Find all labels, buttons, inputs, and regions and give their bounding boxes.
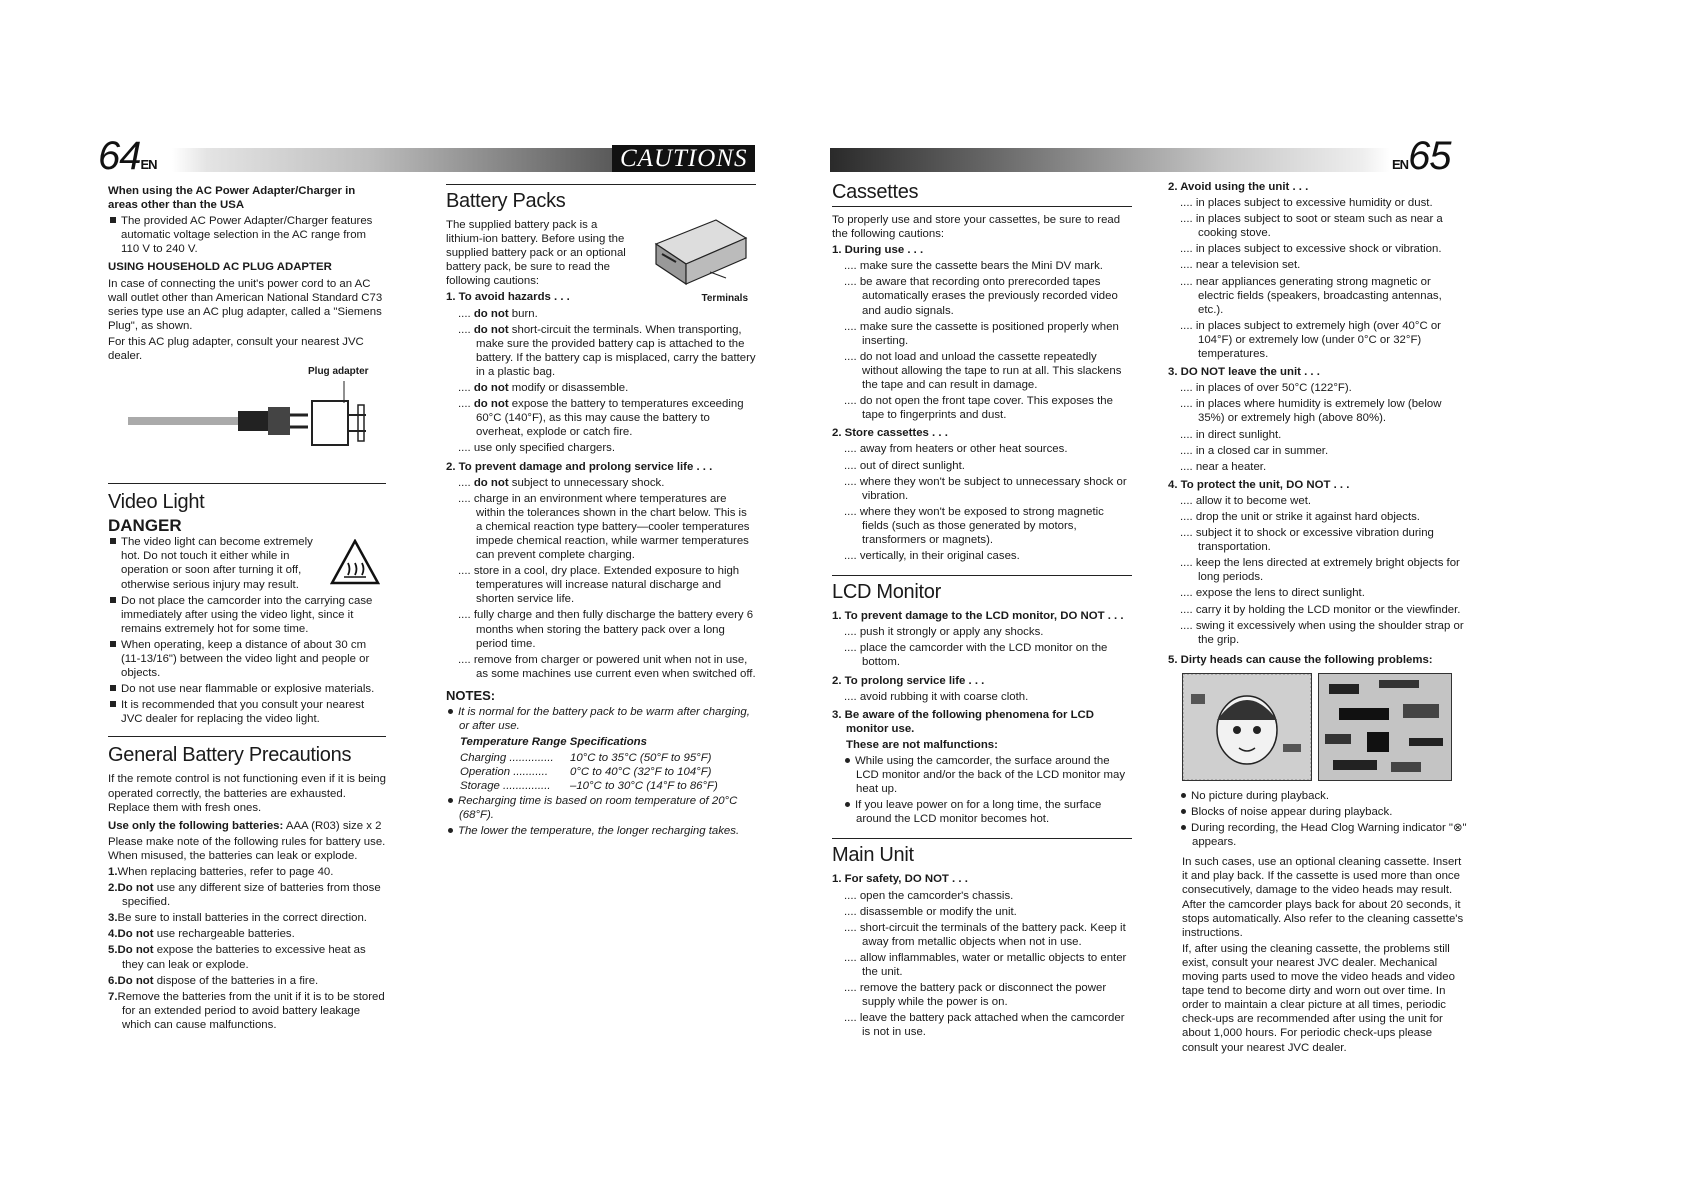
item-text: open the camcorder's chassis. xyxy=(859,889,1014,902)
bp-item: .... remove from charger or powered unit when not in use, as some machines use current even when switched off. xyxy=(458,653,756,680)
item-text: in places subject to soot or steam such as near a cooking stove. xyxy=(1195,213,1443,240)
plug-adapter-heading: USING HOUSEHOLD AC PLUG ADAPTER xyxy=(108,261,332,274)
item-text: avoid rubbing it with coarse cloth. xyxy=(859,690,1029,703)
bp-item: .... store in a cool, dry place. Extended exposure to high temperatures will increase natural discharge and shorten service life. xyxy=(458,565,740,606)
square-bullet-icon xyxy=(110,538,116,544)
item-text: in direct sunlight. xyxy=(1195,428,1282,441)
item-text: out of direct sunlight. xyxy=(859,459,965,472)
rule-number: 5. xyxy=(108,944,118,957)
video-light-bullet xyxy=(108,698,386,726)
mu-item: .... in a closed car in summer. xyxy=(1180,444,1329,457)
cassette-item: .... vertically, in their original cases. xyxy=(844,550,1020,563)
square-bullet-icon xyxy=(110,641,116,647)
lcd-item: .... avoid rubbing it with coarse cloth. xyxy=(844,690,1029,703)
page-number-value: 65 xyxy=(1408,134,1451,178)
item-text: in places subject to extremely high (over 40°C or 104°F) or extremely low (under 0°C or 32°F) temperatures. xyxy=(1195,319,1441,361)
plug-adapter-text: In case of connecting the unit's power cord to an AC wall outlet other than American National Standard C73 series type use an AC plug adapter, called a "Siemens Plug", as shown. xyxy=(108,277,383,332)
bp-item: .... do not expose the battery to temperatures exceeding 60°C (140°F), as this may cause the battery to overheat, explode or catch fire. xyxy=(458,398,744,439)
square-bullet-icon xyxy=(110,597,116,603)
rule-number: 6. xyxy=(108,974,118,987)
rule-number: 3. xyxy=(108,912,118,925)
left-page xyxy=(0,0,800,1190)
lcd-s3-heading: 3. Be aware of the following phenomena for LCD monitor use. xyxy=(832,708,1095,735)
item-text: near a heater. xyxy=(1195,460,1267,473)
cassettes-s1-heading: 1. During use . . . xyxy=(832,244,924,257)
mu-item: .... in places subject to extremely high (over 40°C or 104°F) or extremely low (under 0°C or 32°F) temperatures. xyxy=(1180,319,1441,361)
battery-rule xyxy=(108,865,386,879)
notes-heading: NOTES: xyxy=(446,687,496,703)
item-text: allow inflammables, water or metallic objects to enter the unit. xyxy=(859,951,1127,979)
item-text: in places where humidity is extremely low (below 35%) or extremely high (above 80%). xyxy=(1195,398,1442,425)
mu-item: .... keep the lens directed at extremely bright objects for long periods. xyxy=(1180,557,1460,584)
mu-item: .... near a heater. xyxy=(1180,460,1267,473)
video-light-bullet xyxy=(108,594,386,636)
bp-item: .... do not subject to unnecessary shock. xyxy=(458,476,665,489)
hot-warning-icon xyxy=(330,539,380,585)
bullet-dot-icon xyxy=(448,709,453,714)
note-1 xyxy=(446,705,756,733)
item-bold: do not xyxy=(473,307,509,320)
item-text: allow it to become wet. xyxy=(1195,494,1312,507)
plug-adapter-text-2: For this AC plug adapter, consult your nearest JVC dealer. xyxy=(108,335,364,363)
dirty-heads-figures xyxy=(1182,673,1468,785)
mu-item: .... disassemble or modify the unit. xyxy=(844,905,1017,918)
mu-item: .... drop the unit or strike it against hard objects. xyxy=(1180,510,1420,523)
mu-s4-heading: 4. To protect the unit, DO NOT . . . xyxy=(1168,478,1350,491)
left-column-1 xyxy=(108,184,386,1034)
item-bold: do not xyxy=(473,382,509,395)
item-text: swing it excessively when using the shoulder strap or the grip. xyxy=(1195,619,1464,646)
main-unit-title: Main Unit xyxy=(832,844,914,867)
spec-value: 0°C to 40°C (32°F to 104°F) xyxy=(570,766,712,779)
item-text: expose the lens to direct sunlight. xyxy=(1195,587,1365,600)
rule-text: use any different size of batteries from those specified. xyxy=(122,882,381,909)
spec-value: –10°C to 30°C (14°F to 86°F) xyxy=(570,780,718,793)
item-text: short-circuit the terminals. When transporting, make sure the provided battery cap is attached to the battery. If the battery cap is misplaced, carry the battery in a plastic bag. xyxy=(476,323,756,378)
ac-adapter-heading: When using the AC Power Adapter/Charger in areas other than the USA xyxy=(108,185,356,212)
cassette-item: .... do not open the front tape cover. This exposes the tape to fingerprints and dust. xyxy=(844,395,1113,422)
rule-text: Be sure to install batteries in the correct direction. xyxy=(117,912,367,925)
rule-number: 1. xyxy=(108,866,118,878)
mu-item: .... subject it to shock or excessive vibration during transportation. xyxy=(1180,527,1434,554)
cassettes-intro: To properly use and store your cassettes, be sure to read the following cautions: xyxy=(832,214,1121,241)
battery-rule xyxy=(108,927,386,941)
item-text: where they won't be subject to unnecessary shock or vibration. xyxy=(859,475,1127,502)
mu-item: .... allow inflammables, water or metallic objects to enter the unit. xyxy=(844,951,1127,979)
bp-item: .... use only specified chargers. xyxy=(458,442,616,455)
page-number-left xyxy=(98,134,157,179)
lcd-item: .... push it strongly or apply any shocks. xyxy=(844,626,1044,639)
bp-item: .... fully charge and then fully discharge the battery every 6 months when storing the battery pack over a long period time. xyxy=(458,609,754,650)
square-bullet-icon xyxy=(110,701,116,707)
spec-label: Operation ........... xyxy=(460,766,548,779)
lcd-bullet xyxy=(832,798,1132,826)
cassette-item: .... out of direct sunlight. xyxy=(844,459,965,472)
bullet-text: The video light can become extremely hot. Do not touch it either while in operation or soon after turning it off, otherwise serious injury may result. xyxy=(121,536,313,591)
mu-item: .... open the camcorder's chassis. xyxy=(844,889,1014,902)
bp-item: .... do not short-circuit the terminals. When transporting, make sure the provided battery cap is attached to the battery. If the battery cap is misplaced, carry the battery in a plastic bag. xyxy=(458,323,756,378)
rule-text: dispose of the batteries in a fire. xyxy=(153,974,319,987)
closing-paragraph-2: If, after using the cleaning cassette, the problems still exist, consult your nearest JVC dealer. Mechanical moving parts used to move the video heads and video tape tend to become dirty and worn out over time. In order to maintain a clear picture at all times, periodic check-ups are recommended after using the unit for about 1,000 hours. For periodic check-ups please consult your nearest JVC dealer. xyxy=(1182,942,1455,1054)
item-text: fully charge and then fully discharge the battery every 6 months when storing the battery pack over a long period time. xyxy=(473,609,754,650)
general-battery-title: General Battery Precautions xyxy=(108,744,352,767)
item-text: near appliances generating strong magnetic or electric fields (speakers, broadcasting antennas, etc.). xyxy=(1195,275,1442,316)
item-bold: do not xyxy=(473,476,509,489)
lcd-s1-heading: 1. To prevent damage to the LCD monitor, DO NOT . . . xyxy=(832,610,1124,623)
item-text: use only specified chargers. xyxy=(473,442,616,455)
lcd-bullet xyxy=(832,754,1132,796)
face-illustration xyxy=(1183,674,1311,780)
lang-label: EN xyxy=(140,157,157,172)
rule-text: Remove the batteries from the unit if it is to be stored for an extended period to avoid battery leakage which can cause malfunctions. xyxy=(117,990,385,1031)
lang-label: EN xyxy=(1392,157,1409,172)
banner-title: CAUTIONS xyxy=(612,145,755,172)
ac-adapter-bullet xyxy=(108,214,386,256)
spec-label: Storage ............... xyxy=(460,780,551,793)
plug-adapter-label: Plug adapter xyxy=(308,366,369,378)
item-text: in places subject to excessive humidity or dust. xyxy=(1195,197,1433,210)
mu-item: .... allow it to become wet. xyxy=(1180,494,1312,507)
use-only-rest: AAA (R03) size x 2 xyxy=(283,819,382,832)
closing-paragraph-1: In such cases, use an optional cleaning cassette. Insert it and play back. If the cassette is used more than once consecutively, damage to the video heads may result. After the camcorder plays back for about 20 seconds, it stops automatically. Also refer to the cleaning cassette's instructions. xyxy=(1182,856,1464,939)
item-text: remove the battery pack or disconnect the power supply while the power is on. xyxy=(859,982,1107,1009)
mu-s5-heading: 5. Dirty heads can cause the following problems: xyxy=(1168,653,1433,666)
general-battery-intro: If the remote control is not functioning even if it is being operated correctly, the batteries are exhausted. Replace them with fresh ones. xyxy=(108,773,386,814)
mu-item: .... expose the lens to direct sunlight. xyxy=(1180,587,1365,600)
right-page xyxy=(820,0,1685,1190)
header-band-right xyxy=(830,148,1390,172)
lcd-item: .... place the camcorder with the LCD monitor on the bottom. xyxy=(844,642,1108,669)
cassettes-title: Cassettes xyxy=(832,181,919,203)
divider xyxy=(832,575,1132,576)
battery-rule xyxy=(108,990,386,1032)
square-bullet-icon xyxy=(110,217,116,223)
mu-s3-heading: 3. DO NOT leave the unit . . . xyxy=(1168,366,1320,379)
battery-rule xyxy=(108,943,386,971)
item-text: leave the battery pack attached when the camcorder is not in use. xyxy=(859,1012,1125,1039)
mu-item: .... near appliances generating strong magnetic or electric fields (speakers, broadcasting antennas, etc.). xyxy=(1180,275,1442,316)
mu-item: .... in places subject to excessive humidity or dust. xyxy=(1180,197,1433,210)
battery-rule xyxy=(108,911,386,925)
item-text: where they won't be exposed to strong magnetic fields (such as those generated by motors, transformers or magnets). xyxy=(859,505,1104,546)
header-band-left xyxy=(172,148,612,172)
battery-packs-title: Battery Packs xyxy=(446,190,566,212)
square-bullet-icon xyxy=(110,685,116,691)
bullet-dot-icon xyxy=(845,802,850,807)
battery-rules-note: Please make note of the following rules for battery use. When misused, the batteries can leak or explode. xyxy=(108,835,386,862)
spec-label: Charging .............. xyxy=(460,752,554,765)
note-2 xyxy=(446,794,756,822)
battery-rule xyxy=(108,881,386,909)
bp-section-1-heading: 1. To avoid hazards . . . xyxy=(446,291,570,304)
no-picture-photo xyxy=(1182,673,1312,781)
mu-item: .... in places where humidity is extremely low (below 35%) or extremely high (above 80%). xyxy=(1180,398,1442,425)
bullet-text: Do not place the camcorder into the carrying case immediately after using the video light, since it remains extremely hot for some time. xyxy=(121,594,373,635)
bp-item: .... do not burn. xyxy=(458,307,538,320)
rule-bold: Do not xyxy=(117,882,154,895)
bp-item: .... do not modify or disassemble. xyxy=(458,382,629,395)
cassette-item: .... make sure the cassette bears the Mini DV mark. xyxy=(844,260,1103,273)
bullet-dot-icon xyxy=(1181,793,1186,798)
bullet-text: It is recommended that you consult your nearest JVC dealer for replacing the video light. xyxy=(121,699,365,726)
noise-illustration xyxy=(1319,674,1451,780)
rule-number: 7. xyxy=(108,990,118,1003)
terminals-label: Terminals xyxy=(701,293,748,304)
bullet-text: No picture during playback. xyxy=(1191,789,1330,802)
note-3 xyxy=(446,824,756,838)
battery-pack-illustration xyxy=(646,214,754,290)
mu-item: .... short-circuit the terminals of the battery pack. Keep it away from metallic objects when not in use. xyxy=(844,921,1126,948)
cassette-item: .... where they won't be exposed to strong magnetic fields (such as those generated by motors, transformers or magnets). xyxy=(844,505,1104,546)
item-text: short-circuit the terminals of the battery pack. Keep it away from metallic objects when not in use. xyxy=(859,921,1126,948)
spec-row xyxy=(446,751,756,765)
page-number-right xyxy=(1392,134,1451,179)
danger-label: DANGER xyxy=(108,516,182,536)
item-text: drop the unit or strike it against hard objects. xyxy=(1195,510,1420,523)
lcd-s3-sub: These are not malfunctions: xyxy=(846,738,998,751)
bullet-text: While using the camcorder, the surface around the LCD monitor and/or the back of the LCD monitor may heat up. xyxy=(855,755,1126,796)
cassette-item: .... be aware that recording onto prerecorded tapes automatically erases the previously recorded video and audio signals. xyxy=(844,276,1118,317)
plug-adapter-figure xyxy=(108,365,386,465)
bullet-dot-icon xyxy=(448,828,453,833)
bullet-text: Do not use near flammable or explosive materials. xyxy=(121,683,375,696)
note-text: Recharging time is based on room temperature of 20°C (68°F). xyxy=(458,794,738,821)
use-only-line xyxy=(108,819,386,833)
noise-blocks-photo xyxy=(1318,673,1452,781)
item-text: in places of over 50°C (122°F). xyxy=(1195,382,1352,395)
rule-bold: Do not xyxy=(117,928,154,941)
item-text: do not load and unload the cassette repeatedly without allowing the tape to run at all. This slackens the tape and can result in damage. xyxy=(859,350,1122,392)
bullet-dot-icon xyxy=(448,798,453,803)
item-bold: do not xyxy=(473,398,509,411)
mu-item: .... swing it excessively when using the shoulder strap or the grip. xyxy=(1180,619,1464,646)
battery-packs-intro: The supplied battery pack is a lithium-ion battery. Before using the supplied battery pack or an optional battery pack, be sure to read the following cautions: xyxy=(446,219,626,288)
lcd-title: LCD Monitor xyxy=(832,581,941,604)
bullet-dot-icon xyxy=(1181,825,1186,830)
divider xyxy=(832,838,1132,839)
use-only-bold: Use only the following batteries: xyxy=(108,819,284,832)
cassette-item: .... away from heaters or other heat sources. xyxy=(844,443,1068,456)
divider xyxy=(446,184,756,185)
item-text: near a television set. xyxy=(1195,259,1301,272)
item-bold: do not xyxy=(473,323,509,336)
bullet-text: When operating, keep a distance of about 30 cm (11-13/16") between the video light and people or objects. xyxy=(121,638,370,680)
item-text: vertically, in their original cases. xyxy=(859,550,1020,563)
bullet-text: During recording, the Head Clog Warning indicator "⊗" appears. xyxy=(1191,822,1467,849)
rule-text: When replacing batteries, refer to page 40. xyxy=(117,866,334,878)
item-text: keep the lens directed at extremely bright objects for long periods. xyxy=(1195,557,1460,584)
item-text: in places subject to excessive shock or vibration. xyxy=(1195,243,1442,256)
item-text: modify or disassemble. xyxy=(508,382,629,395)
item-text: remove from charger or powered unit when not in use, as some machines use current even when switched off. xyxy=(473,653,756,680)
mu-item: .... remove the battery pack or disconnect the power supply while the power is on. xyxy=(844,982,1107,1009)
right-column-2 xyxy=(1168,180,1468,1057)
item-text: subject it to shock or excessive vibration during transportation. xyxy=(1195,527,1434,554)
item-text: disassemble or modify the unit. xyxy=(859,905,1017,918)
mu-item: .... near a television set. xyxy=(1180,259,1301,272)
divider xyxy=(108,736,386,737)
note-text: It is normal for the battery pack to be warm after charging, or after use. xyxy=(458,706,750,733)
item-text: do not open the front tape cover. This exposes the tape to fingerprints and dust. xyxy=(859,395,1113,422)
item-text: charge in an environment where temperatures are within the tolerances shown in the chart below. This is a chemical reaction type battery—cooler temperatures impede chemical reaction, while warmer temperatures can prevent complete charging. xyxy=(473,492,750,562)
mu-s1-heading: 1. For safety, DO NOT . . . xyxy=(832,873,968,886)
mu-item: .... in direct sunlight. xyxy=(1180,428,1282,441)
item-text: be aware that recording onto prerecorded tapes automatically erases the previously recorded video and audio signals. xyxy=(859,276,1118,317)
item-text: place the camcorder with the LCD monitor on the bottom. xyxy=(859,642,1108,669)
item-text: away from heaters or other heat sources. xyxy=(859,443,1068,456)
dirty-heads-bullet xyxy=(1168,821,1468,849)
item-text: in a closed car in summer. xyxy=(1195,444,1329,457)
spec-value: 10°C to 35°C (50°F to 95°F) xyxy=(570,752,712,765)
rule-text: expose the batteries to excessive heat as they can leak or explode. xyxy=(122,944,366,971)
mu-item: .... in places subject to soot or steam such as near a cooking stove. xyxy=(1180,213,1443,240)
video-light-bullet xyxy=(108,682,386,696)
dirty-heads-bullet xyxy=(1168,805,1468,819)
battery-rule xyxy=(108,974,386,988)
item-text: push it strongly or apply any shocks. xyxy=(859,626,1044,639)
video-light-title: Video Light xyxy=(108,491,205,514)
lcd-s2-heading: 2. To prolong service life . . . xyxy=(832,674,985,687)
bp-item: .... charge in an environment where temperatures are within the tolerances shown in the chart below. This is a chemical reaction type battery—cooler temperatures impede chemical reaction, while warmer temperatures can prevent complete charging. xyxy=(458,492,750,562)
spec-row xyxy=(446,779,756,793)
cassettes-s2-heading: 2. Store cassettes . . . xyxy=(832,427,948,440)
rule-number: 4. xyxy=(108,928,118,941)
note-text: The lower the temperature, the longer recharging takes. xyxy=(458,824,740,837)
right-column-1 xyxy=(832,180,1132,1042)
rule-bold: Do not xyxy=(117,944,154,957)
rule-bold: Do not xyxy=(117,974,154,987)
divider xyxy=(832,206,1132,207)
rule-number: 2. xyxy=(108,882,118,895)
cassette-item: .... do not load and unload the cassette repeatedly without allowing the tape to run at all. This slackens the tape and can result in damage. xyxy=(844,350,1122,392)
divider xyxy=(108,483,386,484)
spec-heading: Temperature Range Specifications xyxy=(460,736,647,749)
item-text: burn. xyxy=(508,307,538,320)
video-light-bullet xyxy=(108,638,386,680)
item-text: make sure the cassette is positioned properly when inserting. xyxy=(859,320,1119,347)
mu-item: .... leave the battery pack attached when the camcorder is not in use. xyxy=(844,1012,1125,1039)
bp-section-2-heading: 2. To prevent damage and prolong service life . . . xyxy=(446,460,713,473)
mu-item: .... in places subject to excessive shock or vibration. xyxy=(1180,243,1442,256)
item-text: make sure the cassette bears the Mini DV mark. xyxy=(859,260,1103,273)
bullet-text: Blocks of noise appear during playback. xyxy=(1191,806,1393,818)
bullet-dot-icon xyxy=(845,758,850,763)
item-text: carry it by holding the LCD monitor or the viewfinder. xyxy=(1195,603,1461,616)
left-column-2 xyxy=(446,184,756,840)
bullet-dot-icon xyxy=(1181,809,1186,814)
bullet-text: If you leave power on for a long time, the surface around the LCD monitor becomes hot. xyxy=(855,799,1102,826)
item-text: store in a cool, dry place. Extended exposure to high temperatures will increase natural discharge and shorten service life. xyxy=(473,565,740,606)
cassette-item: .... where they won't be subject to unnecessary shock or vibration. xyxy=(844,475,1127,502)
ac-bullet-text: The provided AC Power Adapter/Charger features automatic voltage selection in the AC range from 110 V to 240 V. xyxy=(121,215,373,256)
item-text: subject to unnecessary shock. xyxy=(508,476,665,489)
plug-adapter-illustration xyxy=(108,375,386,465)
spec-row xyxy=(446,765,756,779)
item-text: expose the battery to temperatures exceeding 60°C (140°F), as this may cause the battery to overheat, explode or catch fire. xyxy=(476,398,744,439)
mu-item: .... carry it by holding the LCD monitor or the viewfinder. xyxy=(1180,603,1461,616)
rule-text: use rechargeable batteries. xyxy=(153,928,295,941)
dirty-heads-bullet xyxy=(1168,789,1468,803)
cassette-item: .... make sure the cassette is positioned properly when inserting. xyxy=(844,320,1119,347)
mu-s2-heading: 2. Avoid using the unit . . . xyxy=(1168,181,1309,193)
page-number-value: 64 xyxy=(98,134,141,178)
mu-item: .... in places of over 50°C (122°F). xyxy=(1180,382,1352,395)
